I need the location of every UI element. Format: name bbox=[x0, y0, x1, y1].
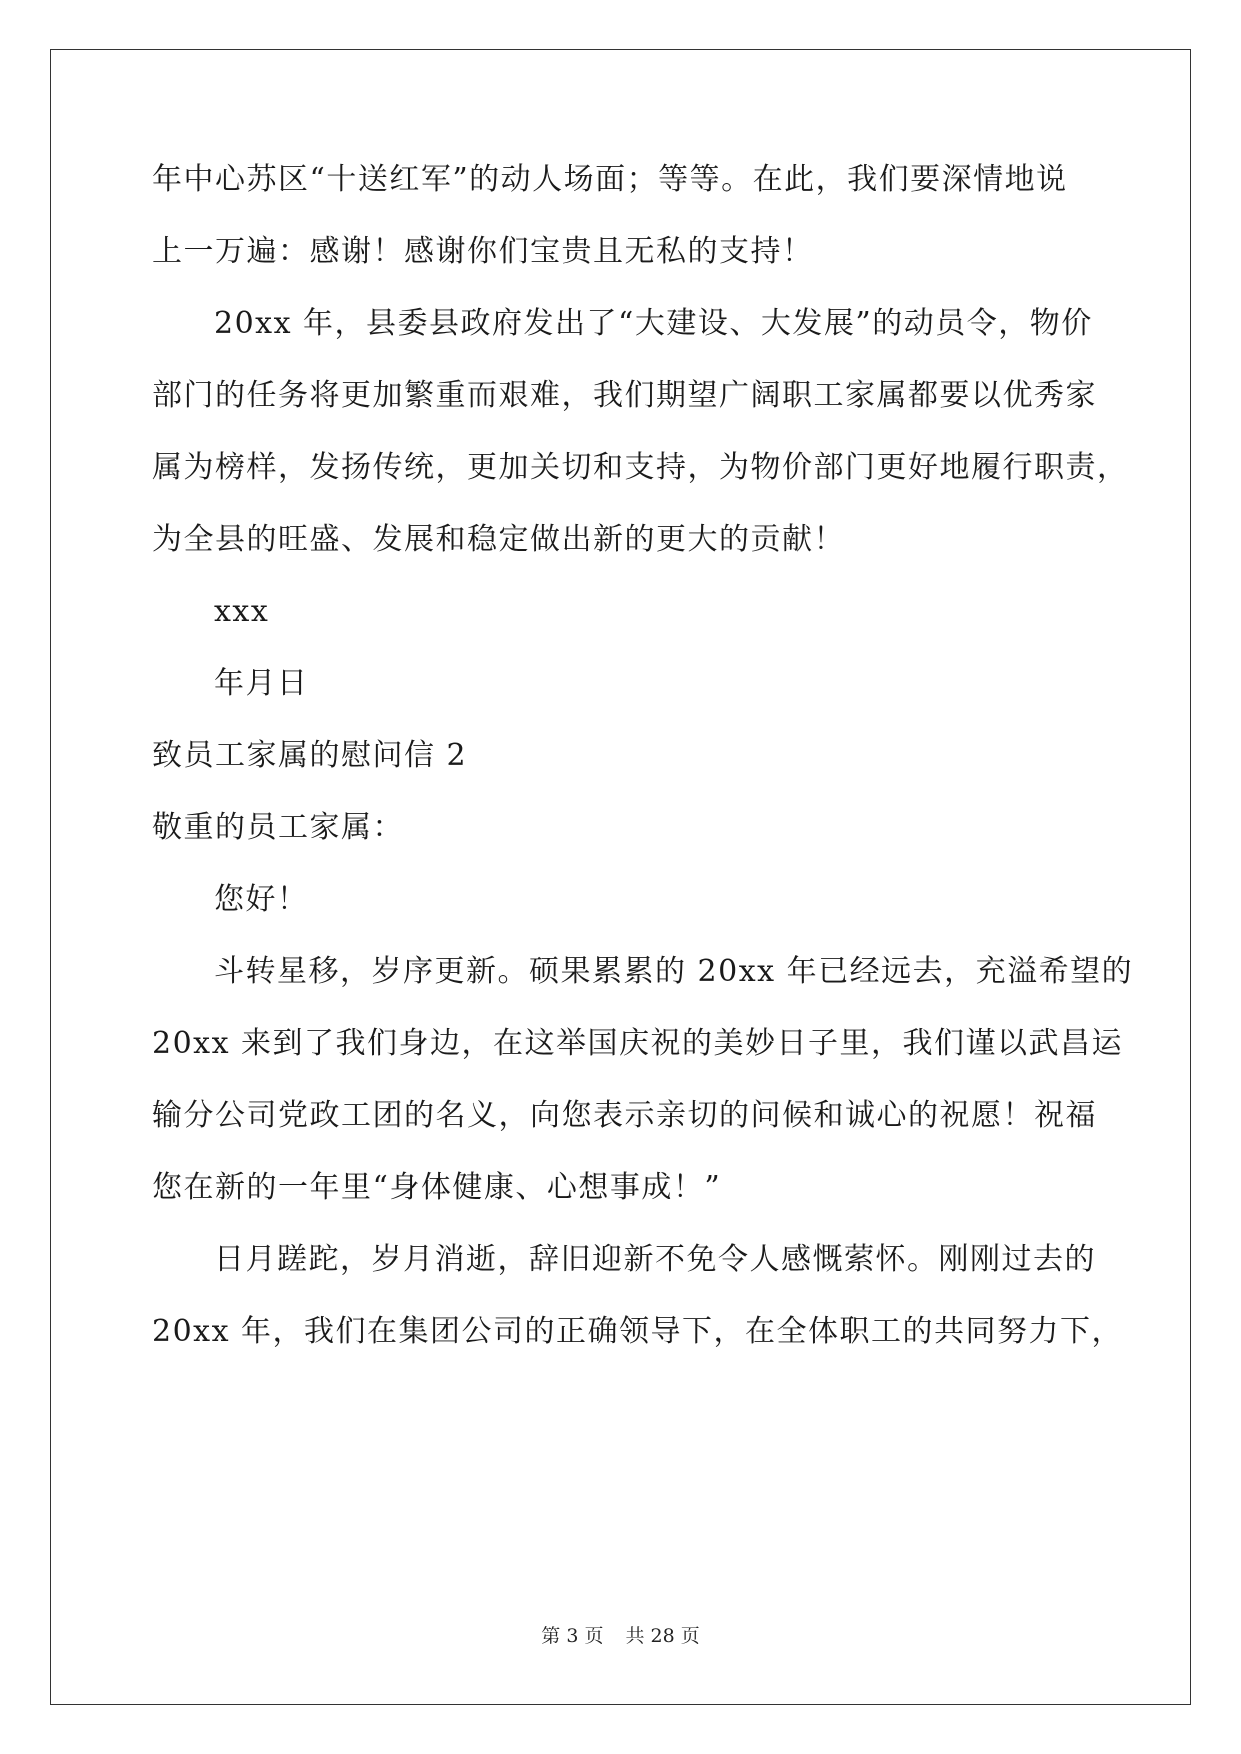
paragraph-line: 20xx 年，我们在集团公司的正确领导下，在全体职工的共同努力下， bbox=[152, 1314, 1124, 1349]
paragraph-line: 20xx 年，县委县政府发出了“大建设、大发展”的动员令，物价 bbox=[214, 306, 1093, 341]
paragraph-line: 为全县的旺盛、发展和稳定做出新的更大的贡献！ bbox=[152, 522, 845, 557]
paragraph-line: 20xx 来到了我们身边，在这举国庆祝的美妙日子里，我们谨以武昌运 bbox=[152, 1026, 1124, 1061]
paragraph-line: 日月蹉跎，岁月消逝，辞旧迎新不免令人感慨萦怀。刚刚过去的 bbox=[214, 1242, 1096, 1277]
paragraph-line: 您在新的一年里“身体健康、心想事成！” bbox=[152, 1170, 722, 1205]
section-title: 致员工家属的慰问信 2 bbox=[152, 738, 468, 773]
page-total: 共 28 页 bbox=[625, 1625, 700, 1647]
salutation: 敬重的员工家属： bbox=[152, 810, 404, 845]
page-footer bbox=[0, 1621, 1241, 1648]
paragraph-line: 年中心苏区“十送红军”的动人场面；等等。在此，我们要深情地说 bbox=[152, 162, 1068, 197]
paragraph-line: 属为榜样，发扬传统，更加关切和支持，为物价部门更好地履行职责， bbox=[152, 450, 1129, 485]
paragraph-line: 上一万遍：感谢！感谢你们宝贵且无私的支持！ bbox=[152, 234, 814, 269]
paragraph-line: 部门的任务将更加繁重而艰难，我们期望广阔职工家属都要以优秀家 bbox=[152, 378, 1097, 413]
signature-name: xxx bbox=[214, 594, 270, 629]
paragraph-line: 输分公司党政工团的名义，向您表示亲切的问候和诚心的祝愿！祝福 bbox=[152, 1098, 1097, 1133]
signature-date: 年月日 bbox=[214, 666, 309, 701]
paragraph-line: 斗转星移，岁序更新。硕果累累的 20xx 年已经远去，充溢希望的 bbox=[214, 954, 1134, 989]
page-border bbox=[50, 49, 1191, 1705]
greeting: 您好！ bbox=[214, 882, 309, 917]
page-number: 第 3 页 bbox=[541, 1625, 604, 1647]
